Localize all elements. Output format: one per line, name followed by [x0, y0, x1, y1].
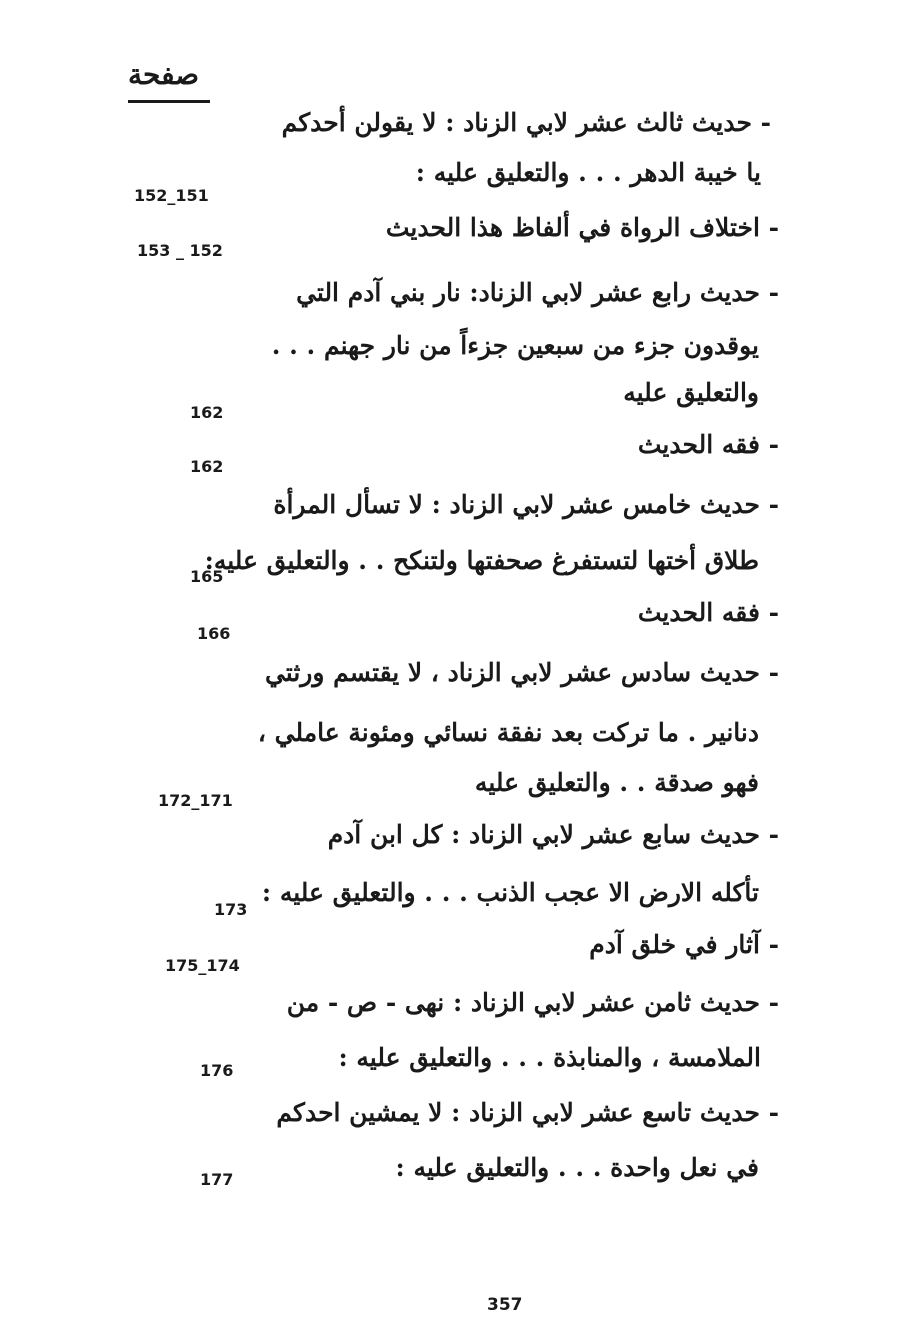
- page-ref: 176: [200, 1061, 234, 1080]
- entry-line: فهو صدقة . . والتعليق عليه: [474, 768, 759, 797]
- heading-underline: [128, 100, 210, 103]
- entry-line: - اختلاف الرواة في ألفاظ هذا الحديث: [385, 213, 779, 242]
- page-ref: 162: [190, 457, 224, 476]
- entry-line: - حديث رابع عشر لابي الزناد: نار بني آدم التي: [296, 278, 779, 307]
- entry-line: - حديث خامس عشر لابي الزناد : لا تسأل المرأة: [273, 490, 779, 519]
- entry-line: - فقه الحديث: [637, 598, 779, 627]
- entry-line: يا خيبة الدهر . . . والتعليق عليه :: [415, 158, 761, 187]
- entry-line: في نعل واحدة . . . والتعليق عليه :: [395, 1153, 759, 1182]
- page-ref: 166: [197, 624, 231, 643]
- page-ref: 173: [214, 900, 248, 919]
- entry-line: الملامسة ، والمنابذة . . . والتعليق عليه :: [338, 1043, 761, 1072]
- page-column-heading: صفحة: [128, 58, 200, 91]
- page-ref: 165: [190, 567, 224, 586]
- page-ref: 162: [190, 403, 224, 422]
- entry-line: - آثار في خلق آدم: [589, 930, 779, 959]
- page-number: 357: [487, 1295, 523, 1315]
- entry-line: دنانير . ما تركت بعد نفقة نسائي ومئونة عاملي ،: [257, 718, 759, 747]
- page-ref: 152_151: [134, 186, 209, 205]
- entry-line: تأكله الارض الا عجب الذنب . . . والتعليق عليه :: [261, 878, 759, 907]
- entry-line: يوقدون جزء من سبعين جزءاً من نار جهنم . . .: [271, 331, 759, 360]
- page-ref: 172_171: [158, 791, 233, 810]
- page-ref: 175_174: [165, 956, 240, 975]
- page-ref: 153 _ 152: [137, 241, 223, 260]
- entry-line: - حديث تاسع عشر لابي الزناد : لا يمشين احدكم: [276, 1098, 779, 1127]
- entry-line: والتعليق عليه: [623, 378, 759, 407]
- entry-line: - حديث ثامن عشر لابي الزناد : نهى - ص - من: [286, 988, 779, 1017]
- entry-line: - حديث ثالث عشر لابي الزناد : لا يقولن أحدكم: [281, 108, 771, 137]
- page-ref: 177: [200, 1170, 234, 1189]
- entry-line: - حديث سادس عشر لابي الزناد ، لا يقتسم ورثتي: [264, 658, 779, 687]
- entry-line: - حديث سابع عشر لابي الزناد : كل ابن آدم: [327, 820, 779, 849]
- entry-line: طلاق أختها لتستفرغ صحفتها ولتنكح . . والتعليق عليه:: [204, 546, 759, 575]
- entry-line: - فقه الحديث: [637, 430, 779, 459]
